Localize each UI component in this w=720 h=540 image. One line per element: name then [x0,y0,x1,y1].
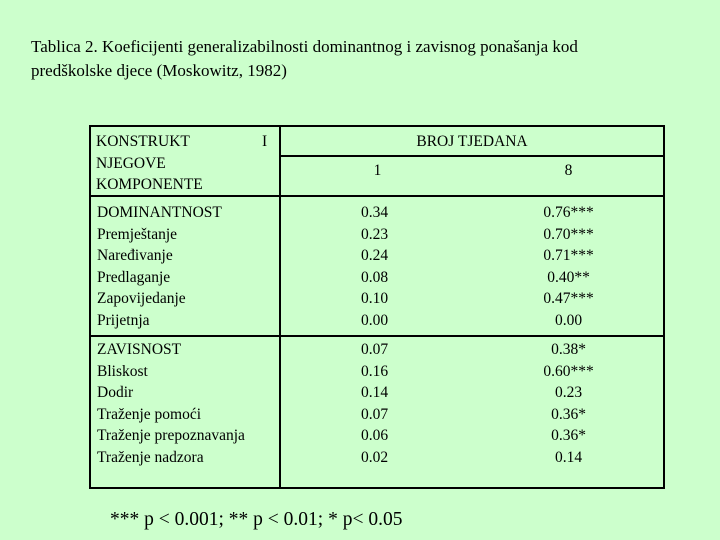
group-dependency-week-1 [361,339,388,469]
table-border-top [89,125,665,127]
header-construct-line-2: NJEGOVE [96,154,166,172]
row-label: Traženje pomoći [97,405,202,423]
header-construct-marker: I [262,133,268,150]
value-week-1: 0.34 [361,204,389,221]
value-week-1: 0.07 [361,341,389,358]
table-border-right [663,125,665,489]
caption-line-1: Tablica 2. Koeficijenti generalizabilnosti dominantnog i zavisnog ponašanja kod [31,37,578,56]
row-label: Naređivanje [97,247,173,265]
significance-footnote: *** p < 0.001; ** p < 0.01; * p< 0.05 [110,509,403,530]
value-week-1: 0.02 [361,448,389,466]
row-label: Prijetnja [97,311,150,329]
value-week-1: 0.24 [361,247,389,265]
value-week-8: 0.38* [551,341,586,358]
value-week-1: 0.06 [361,427,389,445]
header-construct-line-1: KONSTRUKT [96,133,190,150]
header-construct-line-3: KOMPONENTE [96,176,203,194]
row-label: Premještanje [97,225,178,243]
header-week-8: 8 [564,162,573,179]
coefficients-table [89,125,665,489]
value-week-1: 0.14 [361,384,389,402]
group-dependency-week-8 [474,339,663,469]
value-week-1: 0.23 [361,225,389,243]
header-week-1: 1 [373,162,382,179]
value-week-8: 0.36* [551,405,586,423]
caption-line-2: predškolske djece (Moskowitz, 1982) [31,61,287,80]
value-week-8: 0.36* [551,427,586,445]
value-week-8: 0.40** [547,268,590,286]
table-divider-weeks [279,155,665,157]
table-border-bottom [89,487,665,489]
row-label: Predlaganje [97,268,171,286]
row-label: Dodir [97,384,134,402]
value-week-1: 0.10 [361,290,389,308]
table-divider-groups [89,335,665,337]
value-week-8: 0.60*** [543,362,594,380]
value-week-1: 0.07 [361,405,389,423]
row-label: DOMINANTNOST [97,204,222,221]
value-week-1: 0.16 [361,362,389,380]
group-dependency-labels [97,339,245,469]
value-week-1: 0.00 [361,311,389,329]
value-week-8: 0.71*** [543,247,594,265]
row-label: Traženje nadzora [97,448,204,466]
row-label: Zapovijedanje [97,290,186,308]
value-week-8: 0.76*** [543,204,594,221]
group-dominance-labels [97,202,222,332]
header-weeks: BROJ TJEDANA [416,133,528,150]
value-week-8: 0.47*** [543,290,594,308]
value-week-8: 0.14 [554,448,583,466]
row-label: Traženje prepoznavanja [97,427,245,445]
value-week-8: 0.70*** [543,225,594,243]
row-label: ZAVISNOST [97,341,182,358]
table-border-left [89,125,91,489]
value-week-8: 0.00 [554,311,583,329]
group-dominance-week-8 [474,202,663,332]
value-week-8: 0.23 [554,384,583,402]
table-caption [31,35,701,83]
row-label: Bliskost [97,362,148,380]
group-dominance-week-1 [361,202,388,332]
value-week-1: 0.08 [361,268,389,286]
header-construct [96,131,276,196]
